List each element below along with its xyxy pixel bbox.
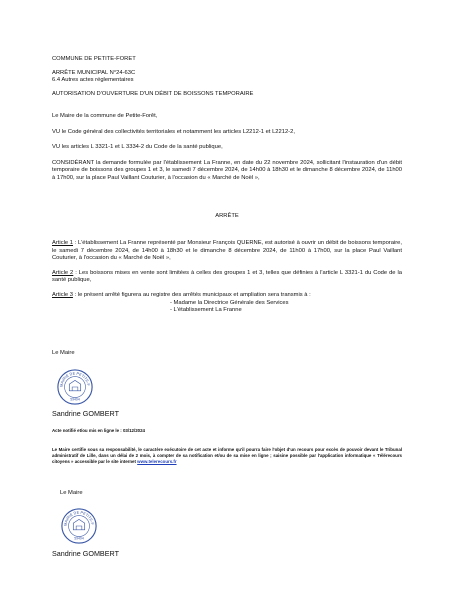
signature-1-name-wrap [52, 409, 252, 418]
signature-block-1 [52, 350, 252, 358]
seal-2-text: MAIRIE DE PETITE-F [63, 510, 95, 527]
seal-1-text: MAIRIE DE PETITE-F [59, 371, 91, 388]
vu-cgct: VU le Code général des collectivités territoriales et notamment les articles L2212-1 et L2212-2, [52, 128, 295, 135]
telerecours-link[interactable]: www.telerecours.fr [137, 459, 177, 464]
article-2-label: Article 2 [52, 269, 74, 276]
signature-block-2 [60, 490, 260, 498]
signature-2-title: Le Maire [60, 490, 83, 496]
notification-date: Acte notifié et/ou mis en ligne le : 03/12/2024 [52, 428, 145, 433]
article-2-text: : Les boissons mises en vente sont limitées à celles des groupes 1 et 3, telles que définies à l'article L 3321-1 du Code de la santé publique, [52, 269, 402, 284]
considerant-label: CONSIDÉRANT [52, 159, 95, 166]
legal-notice [52, 447, 402, 465]
municipal-seal-2 [60, 507, 98, 545]
recipient-1: - Madame la Directrice Générale des Services [170, 299, 289, 306]
commune-name: COMMUNE DE PETITE-FORET [52, 56, 136, 62]
article-1 [52, 240, 402, 263]
arrete-title: ARRÊTE [215, 213, 239, 219]
legal-notice-text: Le Maire certifie sous sa responsabilité, le caractère exécutoire de cet acte et informe qu'il pourra faire l'objet d'un recours pour excès de pouvoir devant le Tribunal administratif de Lille, dans un délai de 2 mois, à compter de sa notification et/ou de sa mise en ligne ; saisine possible par l'application informatique « Télérecours citoyens » accessible par le site internet [52, 447, 402, 464]
seal-icon [60, 507, 98, 545]
article-2 [52, 270, 402, 285]
seal-1-postcode: 59494 [70, 397, 80, 402]
recipient-2: - L'établissement La Franne [170, 307, 242, 314]
seal-2-postcode: 59494 [74, 536, 84, 541]
preamble-block [52, 113, 402, 183]
legal-notice-block [52, 447, 402, 465]
signature-1-name: Sandrine GOMBERT [52, 409, 119, 418]
considerant-text: la demande formulée par l'établissement La Franne, en date du 22 novembre 2024, sollicitant l'instauration d'un débit temporaire de boissons des groupes 1 et 3, le samedi 7 décembre 2024, de 14h00 à 18h30 et le dimanche 8 décembre 2024, de 11h00 à 17h00, sur la place Paul Vaillant Couturier, à l'occasion du « Marché de Noël », [52, 159, 402, 181]
signature-1-title: Le Maire [52, 350, 75, 356]
article-3-label: Article 3 [52, 291, 73, 298]
notification-block [52, 428, 352, 434]
article-3-text: : le présent arrêté figurera au registre des arrêtés municipaux et ampliation sera transmis à : [72, 291, 311, 298]
arrete-number: ARRÊTE MUNICIPAL N°24-63C [52, 69, 136, 76]
header-block [52, 56, 402, 98]
municipal-seal-1 [56, 368, 94, 406]
arrete-title-block [52, 213, 402, 221]
arrete-subject: AUTORISATION D'OUVERTURE D'UN DÉBIT DE BOISSONS TEMPORAIRE [52, 90, 254, 97]
seal-icon [56, 368, 94, 406]
article-3 [52, 292, 402, 300]
maire-intro: Le Maire de la commune de Petite-Forêt, [52, 113, 158, 119]
signature-2-name-wrap [52, 549, 252, 558]
arrete-category: 6.4 Autres actes réglementaires [52, 77, 134, 84]
signature-2-name: Sandrine GOMBERT [52, 549, 119, 558]
article-1-text: : L'établissement La Franne représenté par Monsieur François QUERNE, est autorisé à ouvrir un débit de boissons temporaire, le samedi 7 décembre 2024, de 14h00 à 18h30 et le dimanche 8 décembre 2024, de 11h00 à 17h00, sur la place Paul Vaillant Couturier, à l'occasion du « Marché de Noël », [52, 240, 402, 262]
vu-csp: VU les articles L 3321-1 et L 3334-2 du Code de la santé publique, [52, 144, 223, 151]
articles-block [52, 240, 402, 315]
considerant-paragraph [52, 160, 402, 183]
article-1-label: Article 1 [52, 240, 74, 246]
